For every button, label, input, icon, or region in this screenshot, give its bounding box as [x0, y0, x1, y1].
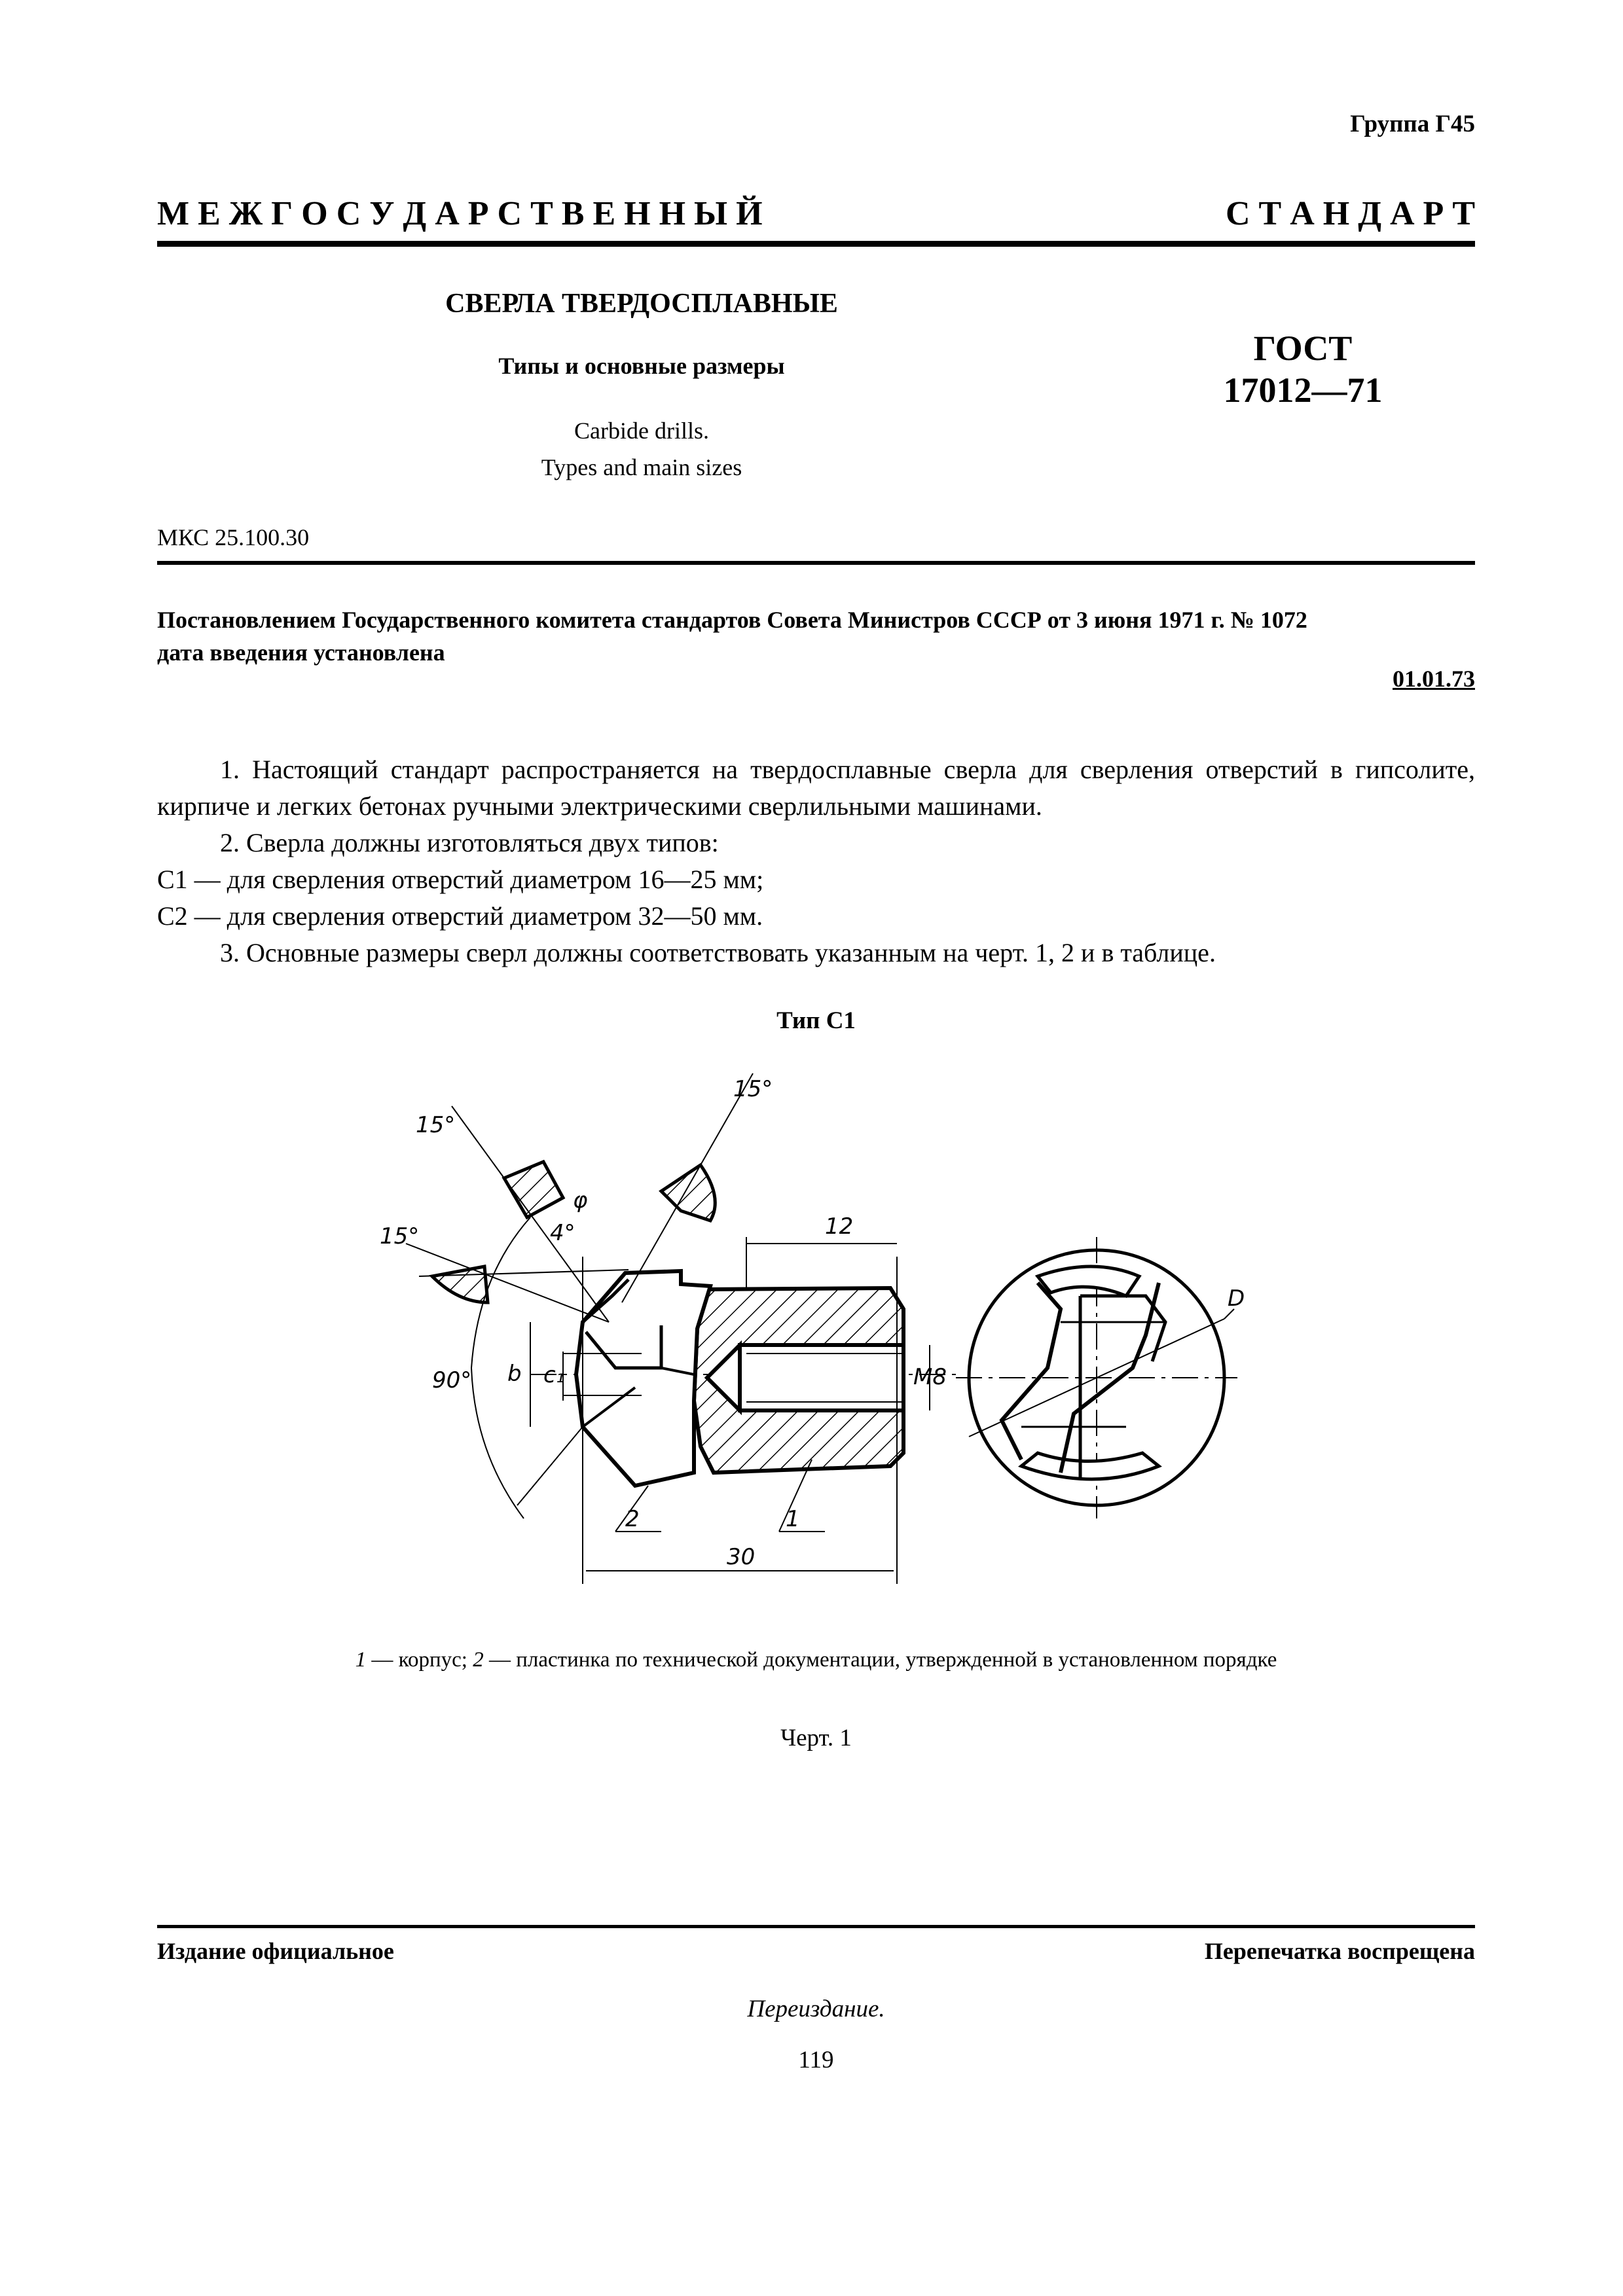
- dim-diameter-d: D: [1228, 1285, 1245, 1312]
- banner-left: М Е Ж Г О С У Д А Р С Т В Е Н Н Ы Й: [157, 194, 763, 232]
- dim-angle-90: 90°: [432, 1367, 472, 1393]
- header-rule: [157, 241, 1475, 247]
- legend-number-1: 1: [355, 1648, 367, 1672]
- legend-text-2: — пластинка по технической документации, утвержденной в установленном порядке: [483, 1648, 1277, 1672]
- body-text: [157, 751, 1475, 971]
- banner-right: С Т А Н Д А Р Т: [1225, 194, 1475, 232]
- dim-angle-15-left: 15°: [380, 1223, 420, 1249]
- section-detail-right: [661, 1165, 715, 1221]
- dim-c1: c₁: [543, 1362, 565, 1388]
- dim-angle-15-right: 15°: [733, 1076, 773, 1102]
- document-subtitle: Типы и основные размеры: [498, 353, 785, 379]
- introduction-date: 01.01.73: [1393, 666, 1475, 692]
- decree-line2: дата введения установлена: [157, 639, 445, 666]
- legend-number-2: 2: [473, 1648, 484, 1672]
- mks-code: МКС 25.100.30: [157, 524, 310, 550]
- decree-text: [157, 603, 1475, 669]
- dim-angle-15-top: 15°: [416, 1112, 456, 1138]
- carbide-tip: [576, 1271, 710, 1486]
- dim-length-12: 12: [825, 1213, 854, 1240]
- item-label-1: 1: [786, 1506, 800, 1532]
- gost-label: ГОСТ: [1253, 329, 1353, 368]
- paragraph-sizes: 3. Основные размеры сверл должны соответствовать указанным на черт. 1, 2 и в таблице.: [220, 938, 1216, 967]
- dim-b: b: [507, 1361, 522, 1387]
- english-title-line2: Types and main sizes: [541, 454, 742, 480]
- figure-caption: Черт. 1: [780, 1725, 852, 1751]
- item-label-2: 2: [625, 1506, 640, 1532]
- threaded-bore: [740, 1345, 903, 1410]
- footer-rule: [157, 1925, 1475, 1928]
- footer-official-edition: Издание официальное: [157, 1938, 394, 1964]
- dim-thread-m8: M8: [913, 1364, 947, 1390]
- figure-legend: [157, 1648, 1475, 1672]
- section-rule: [157, 561, 1475, 565]
- page-number: 119: [798, 2047, 834, 2073]
- paragraph-type-c2: С2 — для сверления отверстий диаметром 32—50 мм.: [157, 901, 763, 931]
- drill-end-view: [956, 1237, 1237, 1518]
- reissue-note: Переиздание.: [747, 1996, 885, 2022]
- drill-drawing: [354, 1060, 1283, 1623]
- standard-banner: [157, 194, 1475, 233]
- paragraph-types: 2. Сверла должны изготовляться двух типов:: [220, 828, 719, 857]
- gost-code: 17012—71: [1223, 370, 1383, 410]
- title-block: [288, 288, 995, 486]
- english-title: [288, 412, 995, 486]
- group-label: Группа Г45: [1350, 111, 1475, 137]
- decree-line1: Постановлением Государственного комитета стандартов Совета Министров СССР от 3 июня 1971 г. № 1072: [157, 607, 1307, 633]
- dim-length-30: 30: [727, 1544, 756, 1570]
- english-title-line1: Carbide drills.: [574, 418, 709, 444]
- dim-angle-4: 4°: [550, 1220, 575, 1246]
- footer-reprint-notice: Перепечатка воспрещена: [1204, 1938, 1475, 1964]
- figure-type-label: Тип С1: [776, 1007, 856, 1034]
- dim-angle-phi: φ: [573, 1187, 588, 1213]
- paragraph-scope: 1. Настоящий стандарт распространяется на твердосплавные сверла для сверления отверстий в гипсолите, кирпиче и легких бетонах ручными электрическими сверлильными машинами.: [157, 755, 1475, 821]
- legend-text-1: — корпус;: [366, 1648, 473, 1672]
- paragraph-type-c1: С1 — для сверления отверстий диаметром 16—25 мм;: [157, 865, 764, 894]
- document-title: СВЕРЛА ТВЕРДОСПЛАВНЫЕ: [445, 289, 838, 319]
- gost-number: [1159, 327, 1447, 411]
